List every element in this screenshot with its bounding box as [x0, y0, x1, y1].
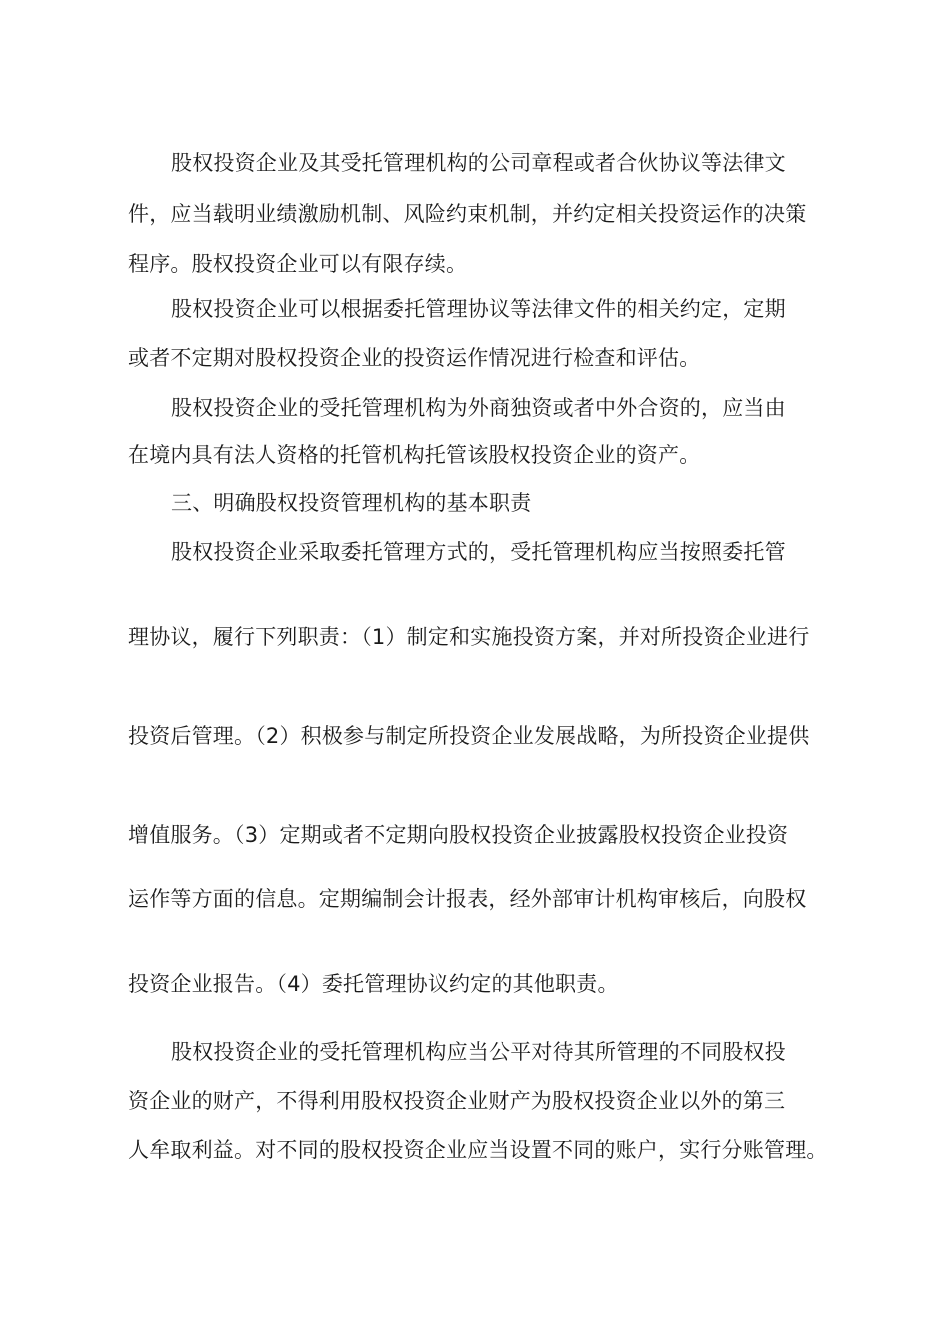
paragraph-4-line-1: 股权投资企业采取委托管理方式的，受托管理机构应当按照委托管: [171, 540, 786, 564]
paragraph-1-line-3: 程序。股权投资企业可以有限存续。: [128, 252, 468, 276]
paragraph-4-line-2: 理协议，履行下列职责：（1）制定和实施投资方案，并对所投资企业进行: [128, 625, 810, 649]
paragraph-1-line-2: 件，应当载明业绩激励机制、风险约束机制，并约定相关投资运作的决策: [128, 202, 807, 226]
section-heading: 三、明确股权投资管理机构的基本职责: [171, 491, 532, 515]
paragraph-4-line-3: 投资后管理。（2）积极参与制定所投资企业发展战略，为所投资企业提供: [128, 724, 810, 748]
paragraph-5-line-2: 资企业的财产，不得利用股权投资企业财产为股权投资企业以外的第三: [128, 1089, 786, 1113]
paragraph-5-line-1: 股权投资企业的受托管理机构应当公平对待其所管理的不同股权投: [171, 1040, 786, 1064]
paragraph-2-line-1: 股权投资企业可以根据委托管理协议等法律文件的相关约定，定期: [171, 297, 786, 321]
paragraph-4-line-4: 增值服务。（3）定期或者不定期向股权投资企业披露股权投资企业投资: [128, 823, 789, 847]
paragraph-5-line-3: 人牟取利益。对不同的股权投资企业应当设置不同的账户，实行分账管理。: [128, 1138, 828, 1162]
paragraph-4-line-6: 投资企业报告。（4）委托管理协议约定的其他职责。: [128, 972, 619, 996]
paragraph-3-line-1: 股权投资企业的受托管理机构为外商独资或者中外合资的，应当由: [171, 396, 786, 420]
paragraph-4-line-5: 运作等方面的信息。定期编制会计报表，经外部审计机构审核后，向股权: [128, 887, 807, 911]
paragraph-2-line-2: 或者不定期对股权投资企业的投资运作情况进行检查和评估。: [128, 346, 701, 370]
paragraph-1-line-1: 股权投资企业及其受托管理机构的公司章程或者合伙协议等法律文: [171, 151, 786, 175]
paragraph-3-line-2: 在境内具有法人资格的托管机构托管该股权投资企业的资产。: [128, 443, 701, 467]
